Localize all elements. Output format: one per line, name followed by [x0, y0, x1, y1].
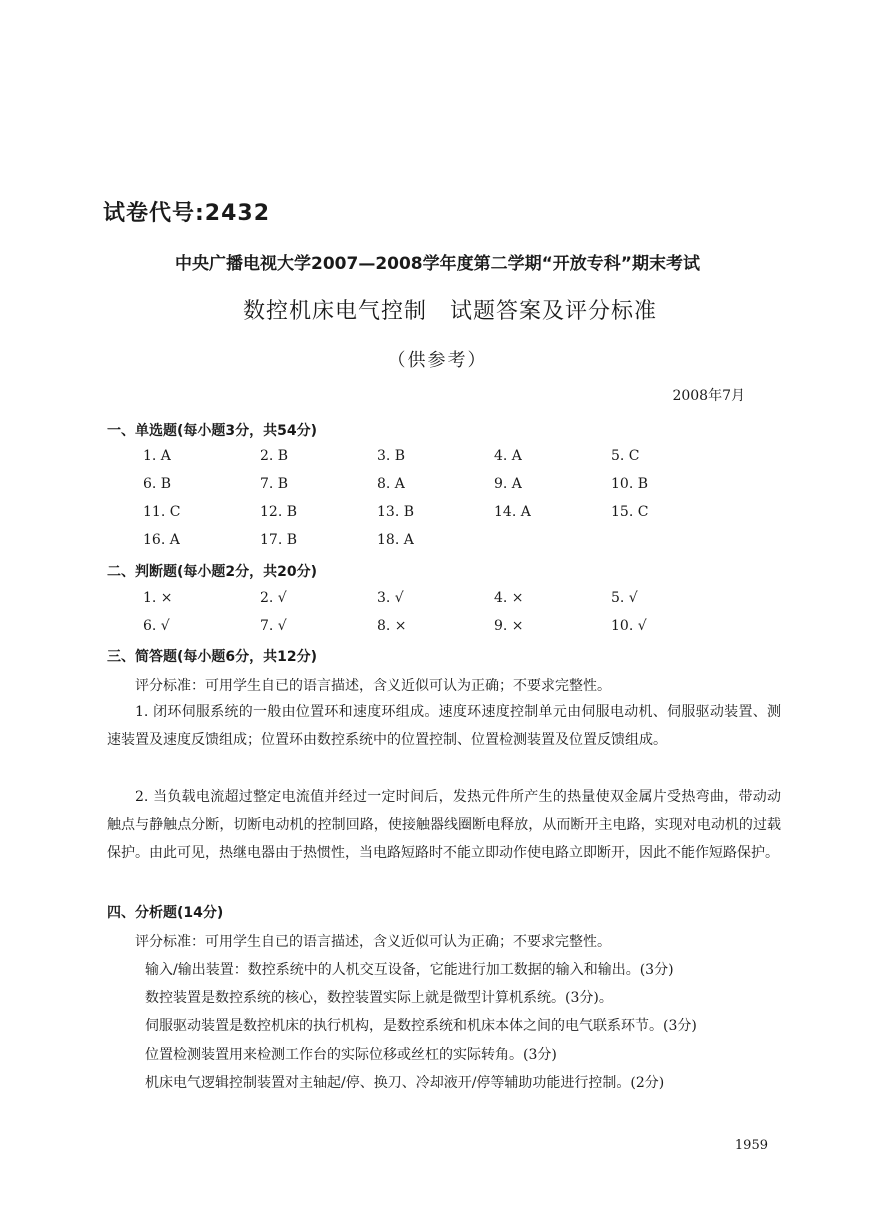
answer-cell: 6. B: [143, 476, 172, 492]
answer-cell: 14. A: [494, 504, 531, 520]
analysis-line: 机床电气逻辑控制装置对主轴起/停、换刀、冷却液开/停等辅助功能进行控制。(2分): [145, 1075, 665, 1091]
section-heading-analysis: 四、分析题(14分): [107, 905, 224, 921]
answer-cell: 4. A: [494, 448, 522, 464]
answer-cell: 18. A: [377, 532, 414, 548]
answer-cell: 15. C: [611, 504, 649, 520]
section-heading-true-false: 二、判断题(每小题2分，共20分): [107, 564, 318, 580]
answer-cell: 1. A: [143, 448, 171, 464]
analysis-line: 位置检测装置用来检测工作台的实际位移或丝杠的实际转角。(3分): [145, 1047, 557, 1063]
grading-standard: 评分标准：可用学生自已的语言描述，含义近似可认为正确；不要求完整性。: [135, 934, 611, 950]
reference-note: （供参考）: [387, 350, 488, 371]
section-heading-single-choice: 一、单选题(每小题3分，共54分): [107, 423, 318, 439]
answer-cell: 10. √: [611, 618, 647, 634]
analysis-line: 伺服驱动装置是数控机床的执行机构，是数控系统和机床本体之间的电气联系环节。(3分): [145, 1018, 697, 1034]
answer-cell: 8. ×: [377, 618, 407, 634]
answer-cell: 9. ×: [494, 618, 524, 634]
answer-cell: 1. ×: [143, 590, 173, 606]
answer-cell: 8. A: [377, 476, 405, 492]
answer-cell: 3. B: [377, 448, 406, 464]
answer-cell: 5. √: [611, 590, 638, 606]
answer-cell: 5. C: [611, 448, 640, 464]
answer-cell: 16. A: [143, 532, 180, 548]
answer-cell: 9. A: [494, 476, 522, 492]
answer-cell: 7. √: [260, 618, 287, 634]
exam-subtitle: 数控机床电气控制 试题答案及评分标准: [242, 299, 657, 324]
page-number: 1959: [734, 1138, 768, 1153]
answer-cell: 12. B: [260, 504, 298, 520]
answer-cell: 6. √: [143, 618, 170, 634]
answer-cell: 11. C: [143, 504, 181, 520]
analysis-line: 输入/输出装置：数控系统中的人机交互设备，它能进行加工数据的输入和输出。(3分): [145, 962, 674, 978]
answer-cell: 10. B: [611, 476, 649, 492]
answer-paragraph: 1. 闭环伺服系统的一般由位置环和速度环组成。速度环速度控制单元由伺服电动机、伺服驱动装置、测速装置及速度反馈组成；位置环由数控系统中的位置控制、位置检测装置及位置反馈组成。: [107, 704, 781, 748]
answer-paragraph: 2. 当负载电流超过整定电流值并经过一定时间后，发热元件所产生的热量使双金属片受热弯曲，带动动触点与静触点分断，切断电动机的控制回路，使接触器线圈断电释放，从而断开主电路，实现对电动机的过载保护。由此可见，热继电器由于热惯性，当电路短路时不能立即动作使电路立即断开，因此不能作短路保护。: [107, 789, 781, 861]
answer-cell: 4. ×: [494, 590, 524, 606]
answer-cell: 3. √: [377, 590, 404, 606]
answer-cell: 2. √: [260, 590, 287, 606]
answer-cell: 7. B: [260, 476, 289, 492]
grading-standard: 评分标准：可用学生自已的语言描述，含义近似可认为正确；不要求完整性。: [135, 678, 611, 694]
section-heading-short-answer: 三、简答题(每小题6分，共12分): [107, 649, 318, 665]
exam-title: 中央广播电视大学2007—2008学年度第二学期“开放专科”期末考试: [175, 254, 700, 274]
answer-cell: 2. B: [260, 448, 289, 464]
answer-cell: 13. B: [377, 504, 415, 520]
analysis-line: 数控装置是数控系统的核心，数控装置实际上就是微型计算机系统。(3分)。: [145, 990, 613, 1006]
exam-date: 2008年7月: [672, 388, 745, 404]
answer-cell: 17. B: [260, 532, 298, 548]
paper-code: 试卷代号:2432: [103, 201, 271, 226]
